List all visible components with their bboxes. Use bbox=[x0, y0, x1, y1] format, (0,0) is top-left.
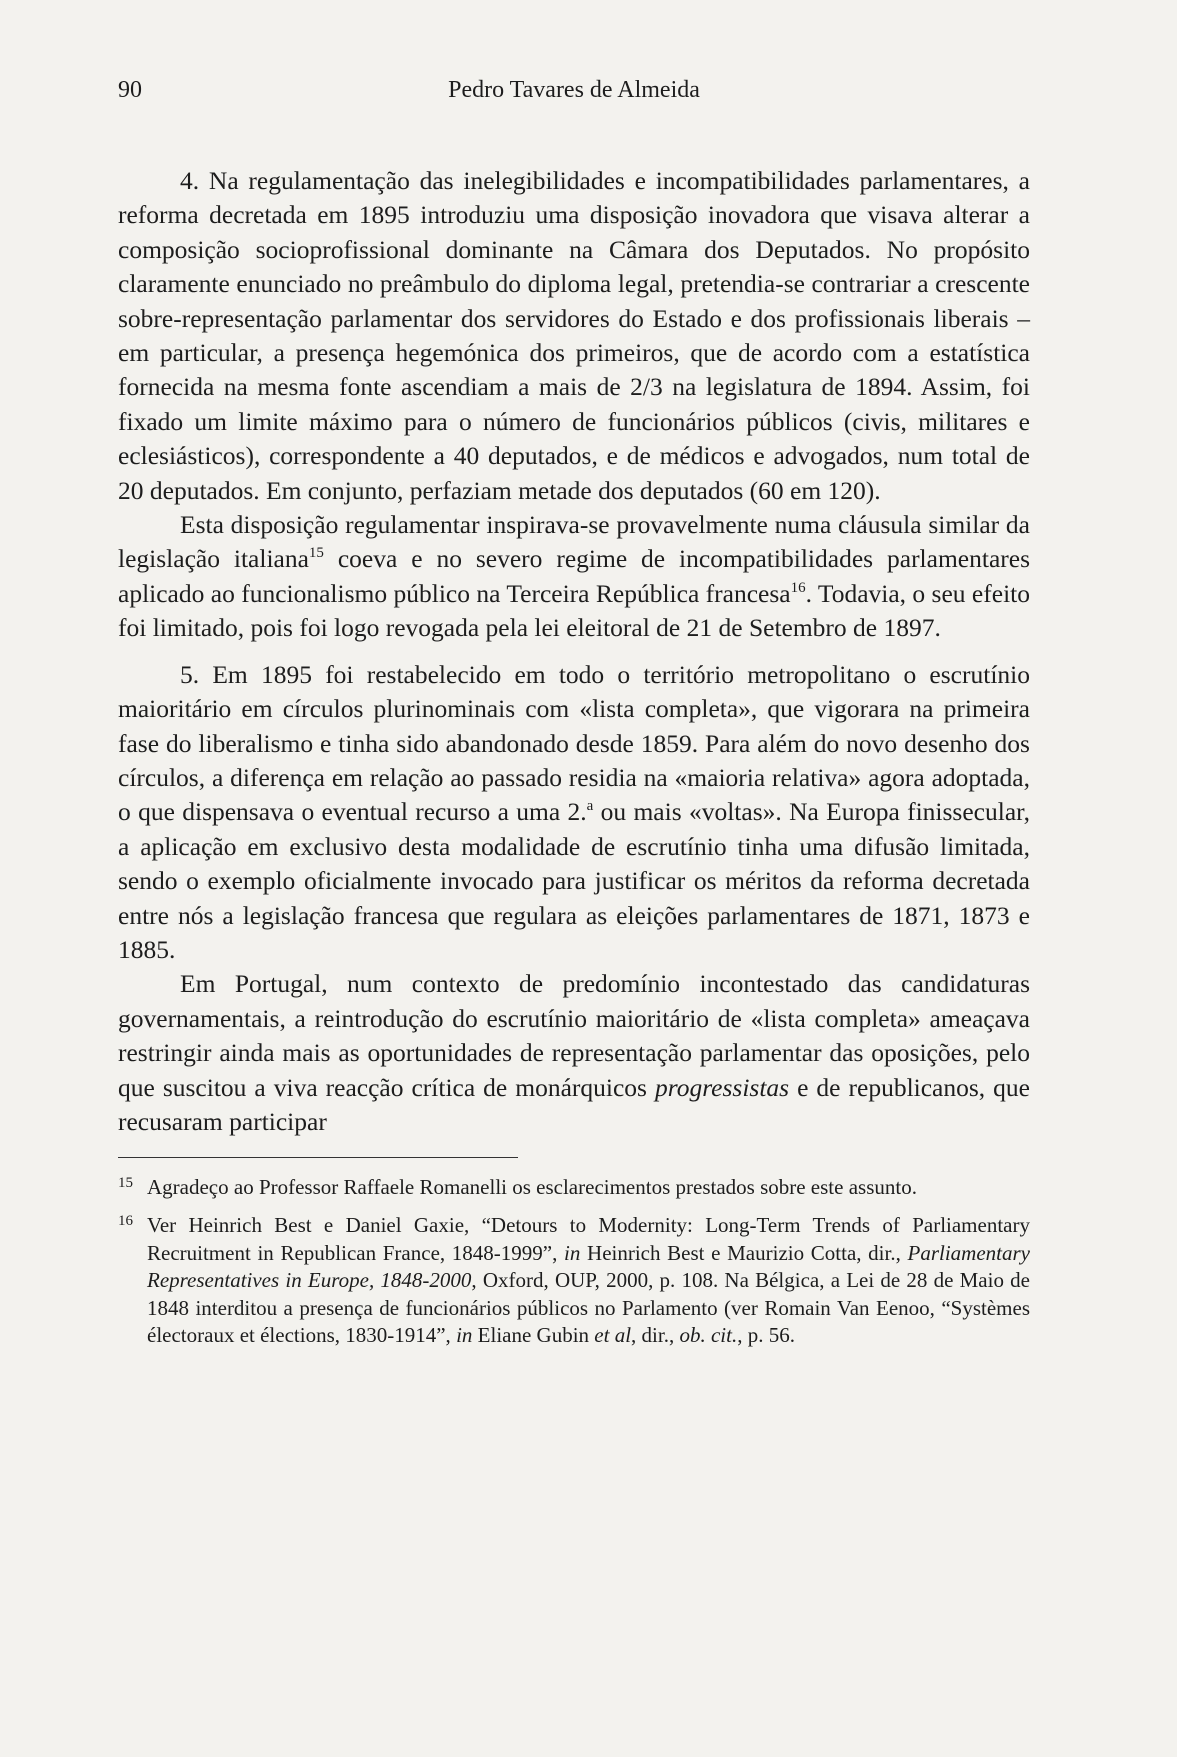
paragraph-3-part2: ou mais «voltas». Na Europa finissecular, a aplicação em exclusivo desta modalidade de escrutínio tinha uma difusão limitada, sendo o exemplo oficialmente invocado para justificar os méritos da reforma decretada entre nós a legislação francesa que regulara as eleições parlamentares de 1871, 1873 e 1885. bbox=[118, 797, 1030, 964]
paragraph-1 bbox=[118, 164, 1030, 508]
footnote-italic-in-2: in bbox=[456, 1323, 473, 1348]
footnote-text-3: , Oxford, OUP, 2000, p. 108. Na Bélgica, a Lei de 28 de Maio de 1848 interditou a presença de funcionários públicos no Parlamento (ver Romain Van Eenoo, “Systèmes électoraux et élections, 1830-1914”, bbox=[147, 1268, 1030, 1348]
footnote-italic-title: Parliamentary Representatives in Europe, 1848-2000 bbox=[147, 1240, 1030, 1293]
footnote-ref-15: 15 bbox=[308, 545, 324, 562]
paragraph-4-part1: Em Portugal, num contexto de predomínio incontestado das candidaturas governamentais, a reintrodução do escrutínio maioritário de «lista completa» ameaçava restringir ainda mais as oportunidades de representação parlamentar das oposições, pelo que suscitou a viva reacção crítica de monárquicos bbox=[118, 969, 1030, 1102]
footnote-16 bbox=[118, 1212, 1030, 1350]
page-header bbox=[118, 72, 1030, 108]
paragraph-2-part1: Esta disposição regulamentar inspirava-se provavelmente numa cláusula similar da legislação italiana bbox=[118, 510, 1030, 574]
footnote-15 bbox=[118, 1174, 1030, 1202]
footnote-italic-ob-cit: ob. cit. bbox=[679, 1323, 738, 1348]
footnote-text-1: Ver Heinrich Best e Daniel Gaxie, “Detours to Modernity: Long-Term Trends of Parliamentary Recruitment in Republican France, 1848-1999”, bbox=[147, 1212, 1030, 1265]
page-number: 90 bbox=[118, 77, 142, 103]
paragraph-1-text: 4. Na regulamentação das inelegibilidades e incompatibilidades parlamentares, a reforma decretada em 1895 introduziu uma disposição inovadora que visava alterar a composição socioprofissional dominante na Câmara dos Deputados. No propósito claramente enunciado no preâmbulo do diploma legal, pretendia-se contrariar a crescente sobre-representação parlamentar dos servidores do Estado e dos profissionais liberais – em particular, a presença hegemónica dos primeiros, que de acordo com a estatística fornecida na mesma fonte ascendiam a mais de 2/3 na legislatura de 1894. Assim, foi fixado um limite máximo para o número de funcionários públicos (civis, militares e eclesiásticos), correspondente a 40 deputados, e de médicos e advogados, num total de 20 deputados. Em conjunto, perfaziam metade dos deputados (60 em 120). bbox=[118, 166, 1030, 505]
body-text bbox=[118, 164, 1030, 1139]
footnotes bbox=[118, 1174, 1030, 1350]
paragraph-3 bbox=[118, 658, 1030, 968]
footnote-text-4: Eliane Gubin bbox=[472, 1323, 595, 1348]
paragraph-2-part3: . Todavia, o seu efeito foi limitado, pois foi logo revogada pela lei eleitoral de 21 de Setembro de 1897. bbox=[118, 578, 1030, 643]
paragraph-4-part2: e de republicanos, que recusaram participar bbox=[118, 1072, 1030, 1136]
footnote-italic-in: in bbox=[564, 1240, 581, 1265]
ordinal-superscript: a bbox=[586, 798, 594, 815]
paragraph-4 bbox=[118, 967, 1030, 1139]
footnote-number: 16 bbox=[118, 1212, 133, 1229]
running-head: Pedro Tavares de Almeida bbox=[448, 77, 700, 103]
paragraph-4-italic: progressistas bbox=[654, 1072, 790, 1102]
footnote-separator bbox=[118, 1157, 518, 1158]
paragraph-2-part2: coeva e no severo regime de incompatibilidades parlamentares aplicado ao funcionalismo público na Terceira República francesa bbox=[118, 544, 1030, 608]
footnote-text-5: , dir., bbox=[631, 1323, 680, 1348]
paragraph-2 bbox=[118, 508, 1030, 646]
footnote-number: 15 bbox=[118, 1175, 133, 1192]
footnote-text: Agradeço ao Professor Raffaele Romanelli os esclarecimentos prestados sobre este assunto. bbox=[147, 1175, 917, 1200]
book-page bbox=[118, 72, 1030, 1360]
footnote-text-6: , p. 56. bbox=[737, 1323, 795, 1348]
footnote-italic-et-al: et al bbox=[594, 1323, 632, 1348]
footnote-ref-16: 16 bbox=[790, 579, 806, 596]
footnote-text-2: Heinrich Best e Maurizio Cotta, dir., bbox=[580, 1240, 908, 1265]
paragraph-3-part1: 5. Em 1895 foi restabelecido em todo o território metropolitano o escrutínio maioritário em círculos plurinominais com «lista completa», que vigorara na primeira fase do liberalismo e tinha sido abandonado desde 1859. Para além do novo desenho dos círculos, a diferença em relação ao passado residia na «maioria relativa» agora adoptada, o que dispensava o eventual recurso a uma 2. bbox=[118, 659, 1030, 827]
